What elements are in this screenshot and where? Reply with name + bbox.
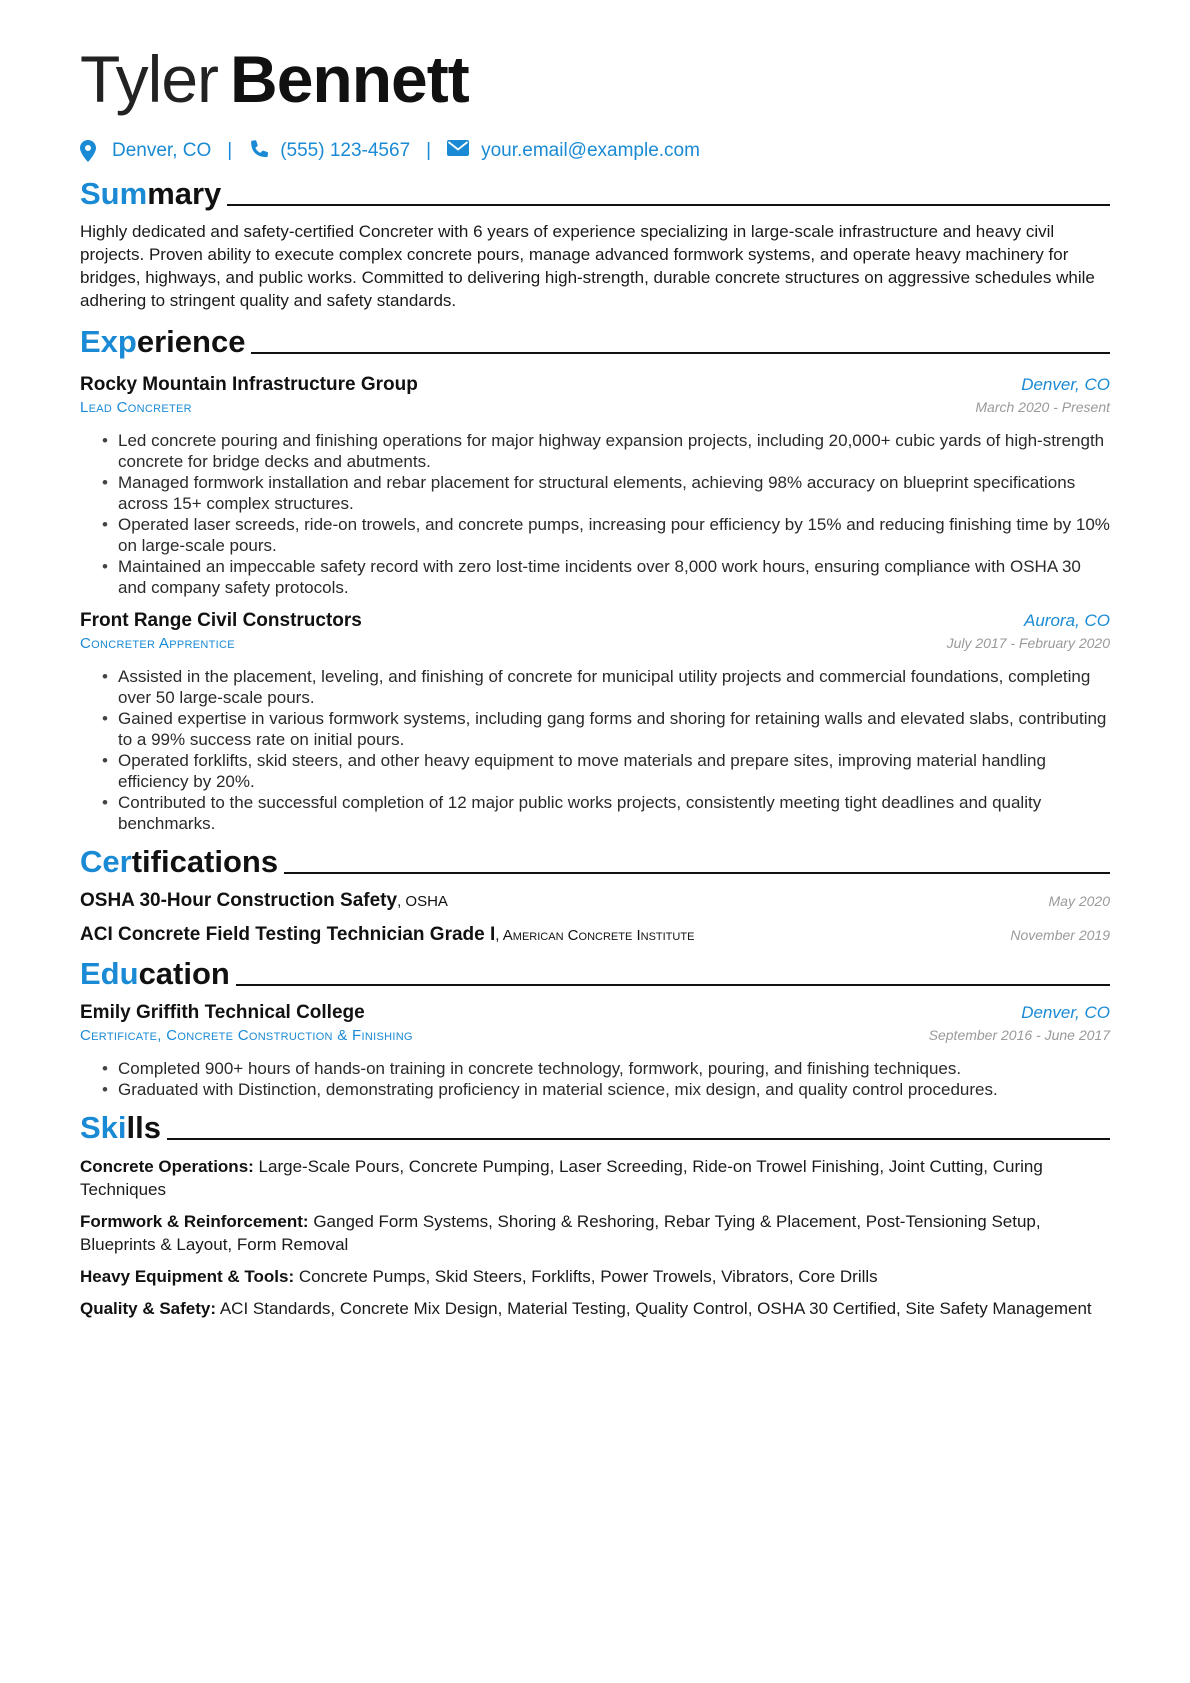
bullet-item: • Operated forklifts, skid steers, and other heavy equipment to move materials and prepare sites, improving material handling efficiency by 20%. [118, 750, 1110, 792]
experience-section-header [80, 318, 1110, 360]
company-name: Rocky Mountain Infrastructure Group [80, 374, 418, 395]
job-title: Concreter Apprentice [80, 635, 235, 652]
section-divider [167, 1138, 1110, 1140]
skill-list: Ganged Form Systems, Shoring & Reshoring, Rebar Tying & Placement, Post-Tensioning Setup, Blueprints & Layout, Form Removal [80, 1212, 1041, 1254]
contact-separator: | [426, 140, 432, 161]
bullet-item: • Led concrete pouring and finishing operations for major highway expansion projects, including 20,000+ cubic yards of high-strength concrete for bridge decks and abutments. [118, 430, 1110, 472]
section-divider [227, 204, 1110, 206]
certification-item: OSHA 30-Hour Construction Safety, OSHA May 2020 [80, 890, 1110, 911]
bullet-item: • Maintained an impeccable safety record with zero lost-time incidents over 8,000 work hours, ensuring compliance with OSHA 30 and company safety protocols. [118, 556, 1110, 598]
bullet-item: • Graduated with Distinction, demonstrating proficiency in material science, mix design, and quality control procedures. [118, 1079, 1110, 1100]
bullet-item: • Assisted in the placement, leveling, and finishing of concrete for municipal utility projects and commercial foundations, completing over 50 large-scale pours. [118, 666, 1110, 708]
job-dates: July 2017 - February 2020 [946, 635, 1110, 651]
skills-section-header [80, 1104, 1110, 1146]
section-divider [236, 984, 1110, 986]
education-section-header [80, 950, 1110, 992]
job-location: Aurora, CO [1024, 611, 1110, 630]
section-divider [251, 352, 1110, 354]
job-title: Lead Concreter [80, 399, 192, 416]
contact-email[interactable] [447, 140, 700, 162]
job-location: Denver, CO [1021, 375, 1110, 394]
contact-phone[interactable] [248, 140, 410, 162]
skill-label: Concrete Operations: [80, 1157, 254, 1176]
skill-group [80, 1155, 1110, 1201]
section-divider [284, 872, 1110, 874]
skill-label: Formwork & Reinforcement: [80, 1212, 309, 1231]
skill-list: ACI Standards, Concrete Mix Design, Material Testing, Quality Control, OSHA 30 Certified, Site Safety Management [219, 1299, 1092, 1318]
job-entry [80, 610, 1110, 834]
job-entry [80, 374, 1110, 598]
certification-name: ACI Concrete Field Testing Technician Grade I [80, 924, 496, 945]
candidate-name [80, 0, 1110, 120]
skill-label: Heavy Equipment & Tools: [80, 1267, 295, 1286]
education-title: Education [80, 956, 230, 991]
envelope-icon [447, 140, 469, 162]
skill-list: Concrete Pumps, Skid Steers, Forklifts, Power Trowels, Vibrators, Core Drills [298, 1267, 878, 1286]
experience-title: Experience [80, 324, 246, 359]
skills-title: Skills [80, 1110, 161, 1145]
certification-issuer: American Concrete Institute [502, 927, 695, 944]
job-bullets [80, 430, 1110, 598]
degree-title: Certificate, Concrete Construction & Finishing [80, 1027, 413, 1044]
certification-date: May 2020 [1048, 893, 1110, 909]
skill-list: Large-Scale Pours, Concrete Pumping, Laser Screeding, Ride-on Trowel Finishing, Joint Cutting, Curing Techniques [80, 1157, 1043, 1199]
first-name: Tyler [80, 42, 219, 116]
summary-text: Highly dedicated and safety-certified Concreter with 6 years of experience specializing in large-scale infrastructure and heavy civil projects. Proven ability to execute complex concrete pours, manage advanced formwork systems, and operate heavy machinery for bridges, highways, and public works. Committed to delivering high-strength, durable concrete structures on aggressive schedules while adhering to stringent quality and safety standards. [80, 222, 1095, 310]
education-dates: September 2016 - June 2017 [928, 1027, 1110, 1043]
school-name: Emily Griffith Technical College [80, 1002, 365, 1023]
school-location: Denver, CO [1021, 1003, 1110, 1022]
job-dates: March 2020 - Present [975, 399, 1110, 415]
summary-title: Summary [80, 176, 222, 211]
skill-group [80, 1297, 1110, 1320]
education-bullets [80, 1058, 1110, 1100]
phone-icon [248, 140, 268, 162]
bullet-item: • Operated laser screeds, ride-on trowels, and concrete pumps, increasing pour efficiency by 15% and reducing finishing time by 10% on large-scale pours. [118, 514, 1110, 556]
certification-issuer: OSHA [405, 893, 448, 910]
email-link[interactable]: your.email@example.com [481, 140, 700, 161]
skill-label: Quality & Safety: [80, 1299, 217, 1318]
bullet-item: • Completed 900+ hours of hands-on training in concrete technology, formwork, pouring, and finishing techniques. [118, 1058, 1110, 1079]
last-name: Bennett [230, 42, 469, 116]
contact-bar [80, 136, 1110, 166]
certification-item: ACI Concrete Field Testing Technician Grade I, American Concrete Institute November 2019 [80, 924, 1110, 945]
bullet-item: • Gained expertise in various formwork systems, including gang forms and shoring for retaining walls and elevated slabs, contributing to a 99% success rate on initial pours. [118, 708, 1110, 750]
skill-group [80, 1210, 1110, 1256]
job-bullets [80, 666, 1110, 834]
location-text: Denver, CO [112, 140, 212, 161]
company-name: Front Range Civil Constructors [80, 610, 362, 631]
education-entry [80, 1002, 1110, 1100]
phone-text[interactable]: (555) 123-4567 [280, 140, 411, 161]
certifications-title: Certifications [80, 844, 279, 879]
certification-name: OSHA 30-Hour Construction Safety [80, 890, 398, 911]
summary-section-header [80, 170, 1110, 212]
bullet-item: • Contributed to the successful completion of 12 major public works projects, consistently meeting tight deadlines and quality benchmarks. [118, 792, 1110, 834]
certifications-section-header [80, 838, 1110, 880]
skill-group [80, 1265, 1110, 1288]
contact-separator: | [227, 140, 233, 161]
map-pin-icon [80, 140, 100, 162]
bullet-item: • Managed formwork installation and rebar placement for structural elements, achieving 98% accuracy on blueprint specifications across 15+ complex structures. [118, 472, 1110, 514]
certification-date: November 2019 [1010, 927, 1110, 943]
contact-location [80, 140, 211, 162]
